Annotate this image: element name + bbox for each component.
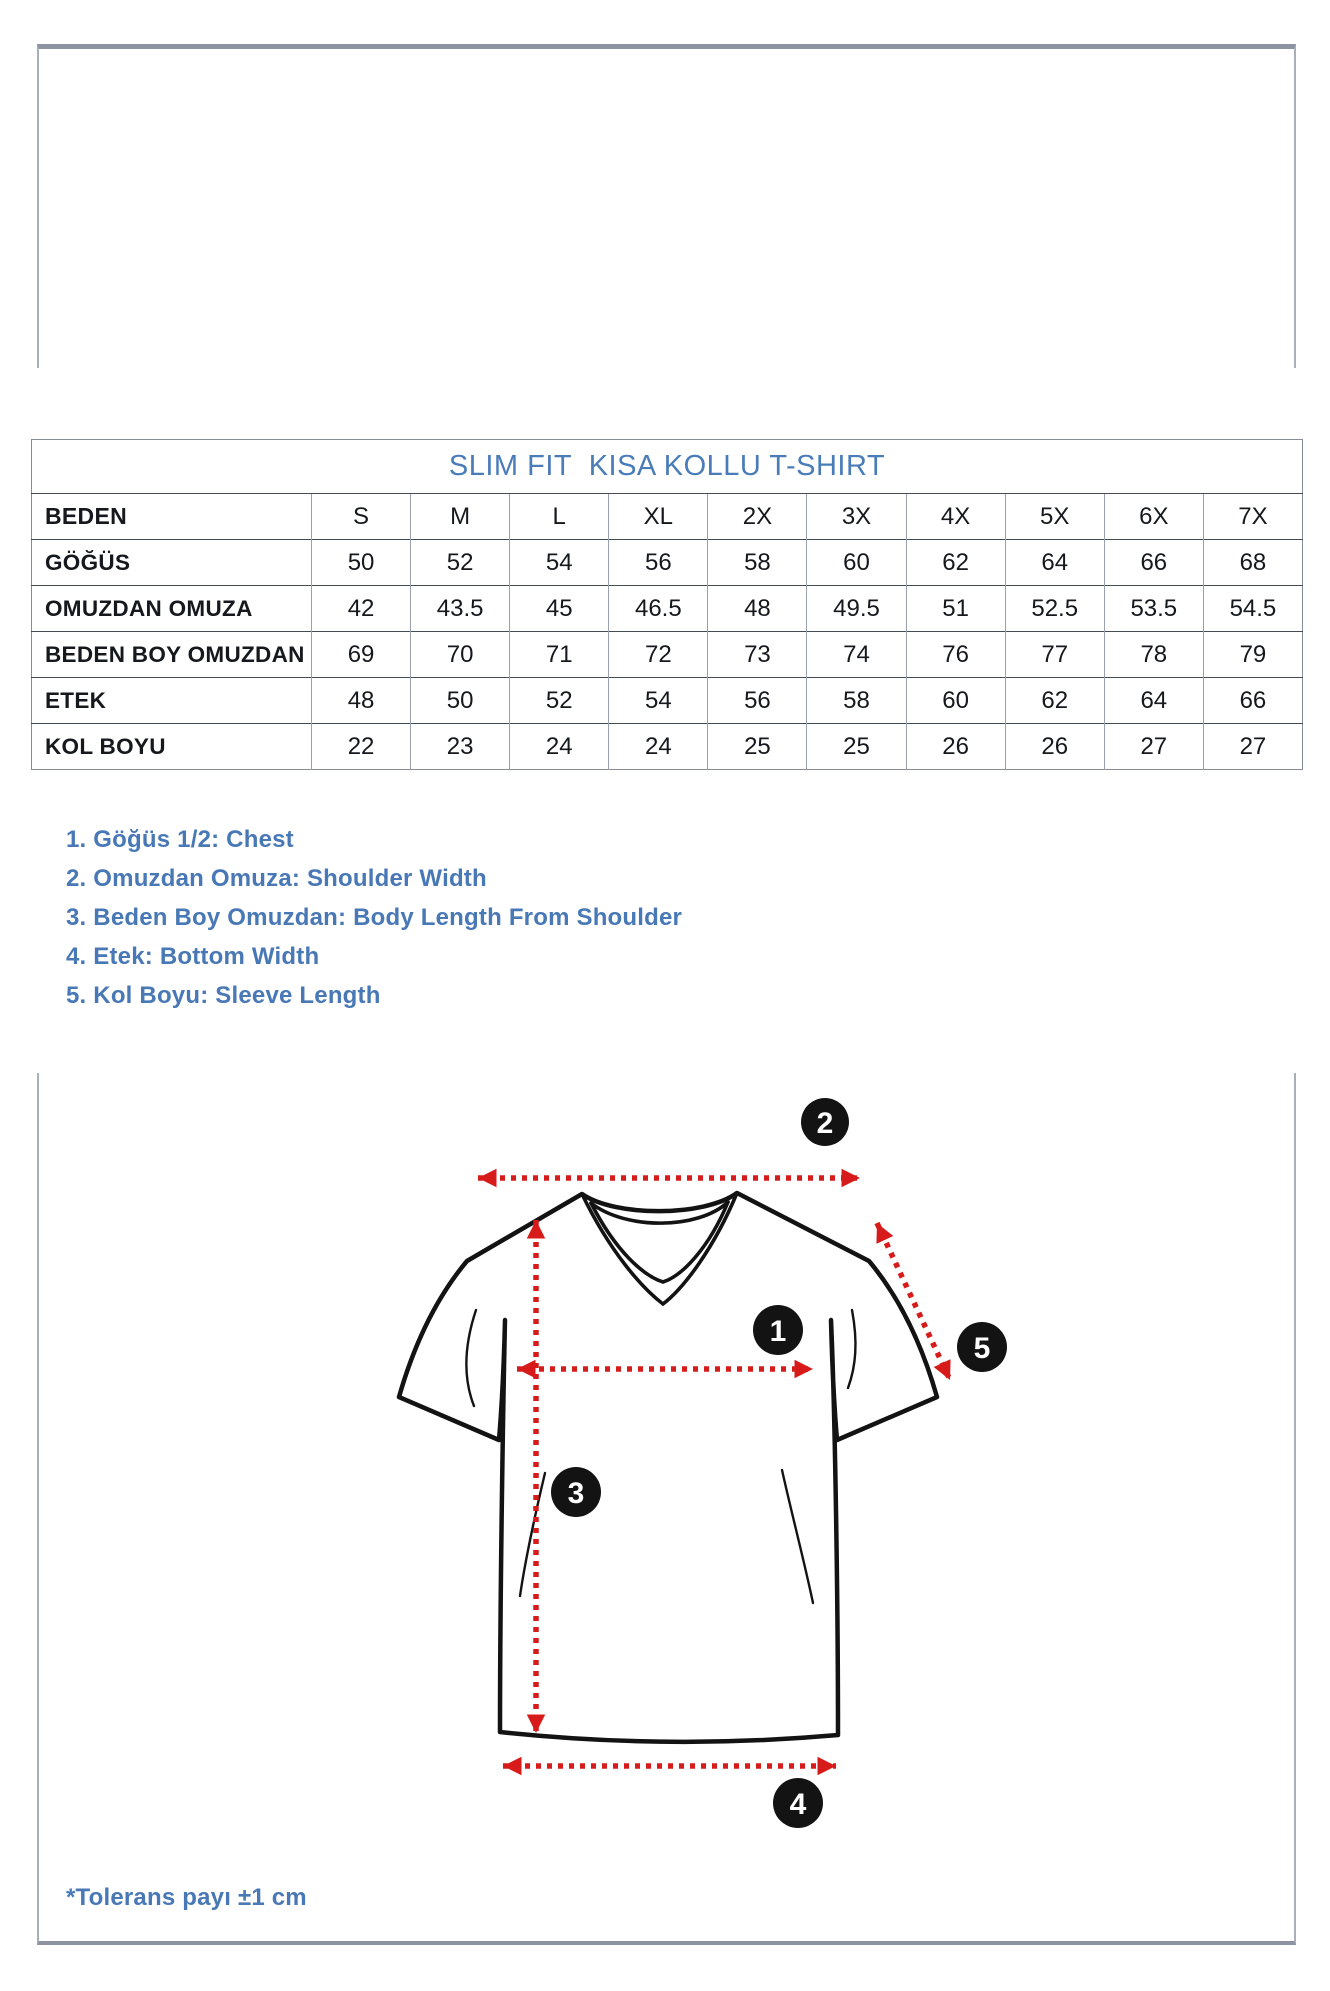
size-value-cell: 70 (411, 632, 510, 678)
row-label: BEDEN (45, 503, 128, 529)
marker-2-shoulder (801, 1098, 849, 1146)
size-header-cell: L (510, 494, 609, 540)
size-header-cell: 6X (1104, 494, 1203, 540)
size-value-cell: 78 (1104, 632, 1203, 678)
size-value-cell: 77 (1005, 632, 1104, 678)
size-value-cell: 26 (1005, 724, 1104, 770)
marker-4-bottom (773, 1778, 823, 1828)
marker-1-chest (753, 1305, 803, 1355)
size-value-cell: 52.5 (1005, 586, 1104, 632)
size-value-cell: 42 (312, 586, 411, 632)
size-value-cell: 50 (312, 540, 411, 586)
size-value-cell: 54.5 (1203, 586, 1302, 632)
table-row (32, 540, 1303, 586)
tshirt-measurement-diagram (280, 1080, 1020, 1880)
marker-3-label: 3 (567, 1476, 585, 1510)
size-value-cell: 62 (1005, 678, 1104, 724)
marker-5-sleeve (957, 1322, 1007, 1372)
size-value-cell: 72 (609, 632, 708, 678)
size-value-cell: 27 (1104, 724, 1203, 770)
size-header-cell: 2X (708, 494, 807, 540)
size-value-cell: 68 (1203, 540, 1302, 586)
size-header-cell: 4X (906, 494, 1005, 540)
size-header-cell: 7X (1203, 494, 1302, 540)
size-value-cell: 79 (1203, 632, 1302, 678)
row-label: BEDEN BOY OMUZDAN (32, 632, 312, 678)
size-value-cell: 58 (807, 678, 906, 724)
size-value-cell: 69 (312, 632, 411, 678)
size-header-cell: 3X (807, 494, 906, 540)
tshirt-outline (399, 1193, 937, 1742)
row-label: KOL BOYU (32, 724, 312, 770)
size-value-cell: 23 (411, 724, 510, 770)
size-table (31, 439, 1303, 770)
size-value-cell: 56 (609, 540, 708, 586)
size-value-cell: 54 (510, 540, 609, 586)
marker-3-body-length (551, 1467, 601, 1517)
size-value-cell: 66 (1104, 540, 1203, 586)
legend-item: 2. Omuzdan Omuza: Shoulder Width (66, 865, 487, 892)
legend-item: 4. Etek: Bottom Width (66, 943, 320, 970)
size-value-cell: 45 (510, 586, 609, 632)
top-image-frame (37, 44, 1296, 368)
size-value-cell: 22 (312, 724, 411, 770)
legend (66, 820, 682, 1015)
row-label: GÖĞÜS (32, 540, 312, 586)
size-value-cell: 27 (1203, 724, 1302, 770)
size-value-cell: 48 (312, 678, 411, 724)
size-value-cell: 53.5 (1104, 586, 1203, 632)
size-value-cell: 26 (906, 724, 1005, 770)
size-value-cell: 52 (510, 678, 609, 724)
size-value-cell: 56 (708, 678, 807, 724)
legend-item: 3. Beden Boy Omuzdan: Body Length From Shoulder (66, 904, 683, 931)
size-value-cell: 48 (708, 586, 807, 632)
size-value-cell: 62 (906, 540, 1005, 586)
size-header-cell: XL (609, 494, 708, 540)
size-value-cell: 43.5 (411, 586, 510, 632)
legend-item: 5. Kol Boyu: Sleeve Length (66, 982, 381, 1009)
size-value-cell: 58 (708, 540, 807, 586)
size-value-cell: 24 (609, 724, 708, 770)
size-value-cell: 25 (807, 724, 906, 770)
size-value-cell: 64 (1005, 540, 1104, 586)
size-header-cell: S (312, 494, 411, 540)
marker-2-label: 2 (816, 1106, 834, 1140)
table-title-row (32, 440, 1303, 494)
size-value-cell: 71 (510, 632, 609, 678)
marker-4-label: 4 (789, 1787, 807, 1821)
table-row (32, 586, 1303, 632)
legend-item: 1. Göğüs 1/2: Chest (66, 826, 294, 853)
size-value-cell: 54 (609, 678, 708, 724)
size-header-cell: 5X (1005, 494, 1104, 540)
size-value-cell: 50 (411, 678, 510, 724)
size-value-cell: 51 (906, 586, 1005, 632)
table-row (32, 724, 1303, 770)
size-value-cell: 66 (1203, 678, 1302, 724)
size-header-cell: M (411, 494, 510, 540)
table-title: SLIM FIT KISA KOLLU T-SHIRT (32, 440, 1303, 494)
size-value-cell: 24 (510, 724, 609, 770)
size-header-row (32, 494, 1303, 540)
size-value-cell: 73 (708, 632, 807, 678)
size-value-cell: 60 (807, 540, 906, 586)
marker-1-label: 1 (769, 1314, 787, 1348)
table-row (32, 678, 1303, 724)
size-value-cell: 76 (906, 632, 1005, 678)
size-value-cell: 25 (708, 724, 807, 770)
tolerance-note: *Tolerans payı ±1 cm (66, 1884, 307, 1911)
row-label: ETEK (32, 678, 312, 724)
size-table-body (32, 494, 1303, 770)
table-row (32, 632, 1303, 678)
size-value-cell: 74 (807, 632, 906, 678)
marker-5-label: 5 (973, 1331, 991, 1365)
size-value-cell: 49.5 (807, 586, 906, 632)
size-value-cell: 60 (906, 678, 1005, 724)
row-label: OMUZDAN OMUZA (32, 586, 312, 632)
size-value-cell: 46.5 (609, 586, 708, 632)
size-value-cell: 52 (411, 540, 510, 586)
size-value-cell: 64 (1104, 678, 1203, 724)
